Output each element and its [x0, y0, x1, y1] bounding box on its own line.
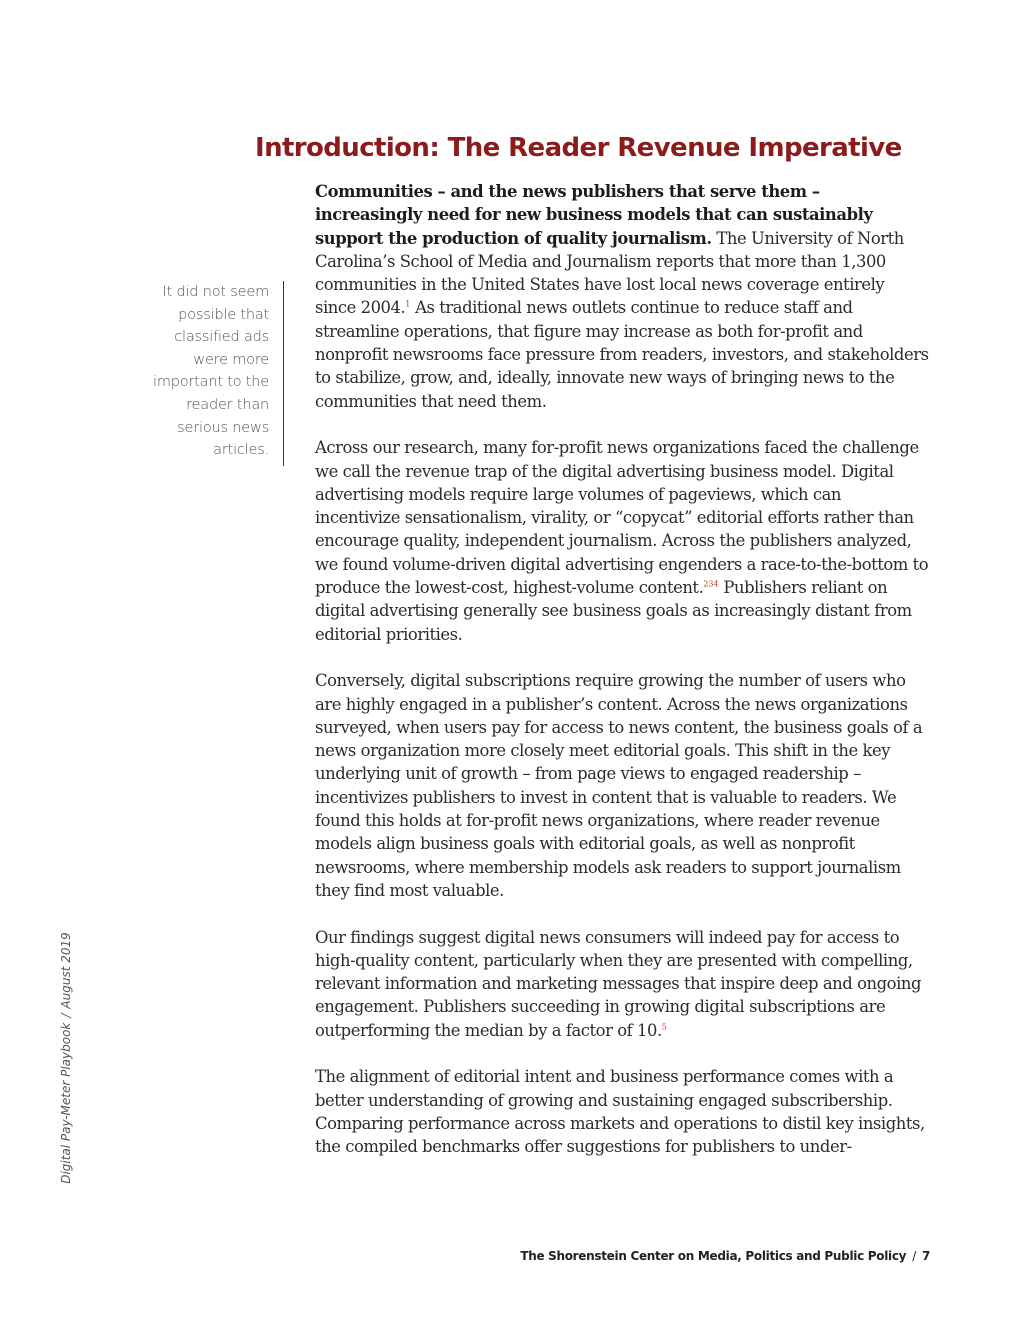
pull-quote: It did not seem possible that classified ads were more important to the reader than serious news articles.	[140, 281, 284, 466]
paragraph-4	[315, 926, 929, 1042]
lead-sentence: Communities – and the news publishers that serve them – increasingly need for new business models that can sustainably support the production of quality journalism.	[315, 182, 873, 248]
running-header	[59, 932, 73, 1184]
page-number: 7	[921, 1249, 930, 1263]
footnote-ref-1[interactable]: 1	[405, 300, 411, 310]
paragraph-5	[315, 1065, 929, 1158]
footnote-ref-5[interactable]: 5	[661, 1022, 667, 1032]
page-footer	[520, 1249, 930, 1263]
paragraph-3-text: Conversely, digital subscriptions require growing the number of users who are highly engaged in a publisher’s content. Across the news organizations surveyed, when users pay for access to news content, the business goals of a news organization more closely meet editorial goals. This shift in the key underlying unit of growth – from page views to engaged readership – incentivizes publishers to invest in content that is valuable to readers. We found this holds at for-profit news organizations, where reader revenue models align business goals with editorial goals, as well as nonprofit newsrooms, where membership models ask readers to support journalism they find most valuable.	[315, 671, 923, 900]
paragraph-1-text: The University of North Carolina’s School of Media and Journalism reports that more than 1,300 communities in the United States have lost local news coverage entirely since 2004.	[315, 228, 904, 318]
paragraph-2-text: Across our research, many for-profit news organizations faced the challenge we call the revenue trap of the digital advertising business model. Digital advertising models require large volumes of pageviews, which can incentivize sensationalism, virality, or “copycat” editorial efforts rather than encourage quality, independent journalism. Across the publishers analyzed, we found volume-driven digital advertising engenders a race-to-the-bottom to produce the lowest-cost, highest-volume content.	[315, 438, 929, 598]
paragraph-1-text-cont: As traditional news outlets continue to reduce staff and streamline operations, that figure may increase as both for-profit and nonprofit newsrooms face pressure from readers, investors, and stakeholders to stabilize, grow, and, ideally, innovate new ways of bringing news to the communities that need them.	[315, 298, 929, 411]
paragraph-2	[315, 436, 929, 646]
paragraph-4-text: Our findings suggest digital news consumers will indeed pay for access to high-quality content, particularly when they are presented with compelling, relevant information and marketing messages that inspire deep and ongoing engagement. Publishers succeeding in growing digital subscriptions are outperforming the median by a factor of 10.	[315, 927, 922, 1040]
running-header-separator: /	[59, 1013, 73, 1018]
paragraph-3	[315, 669, 929, 902]
page-title: Introduction: The Reader Revenue Imperative	[255, 133, 902, 163]
article-body	[315, 180, 929, 1182]
paragraph-2-text-cont: Publishers reliant on digital advertising generally see business goals as increasingly distant from editorial priorities.	[315, 578, 912, 644]
paragraph-1	[315, 180, 929, 413]
footer-org: The Shorenstein Center on Media, Politics and Public Policy	[520, 1249, 907, 1263]
footer-separator: /	[912, 1249, 916, 1263]
paragraph-5-text: The alignment of editorial intent and business performance comes with a better understanding of growing and sustaining engaged subscribership. Comparing performance across markets and operations to distil key insights, the compiled benchmarks offer suggestions for publishers to under-	[315, 1067, 925, 1157]
publication-date: August 2019	[59, 932, 73, 1009]
footnote-ref-234[interactable]: 234	[703, 579, 719, 589]
publication-name: Digital Pay-Meter Playbook	[59, 1022, 73, 1184]
